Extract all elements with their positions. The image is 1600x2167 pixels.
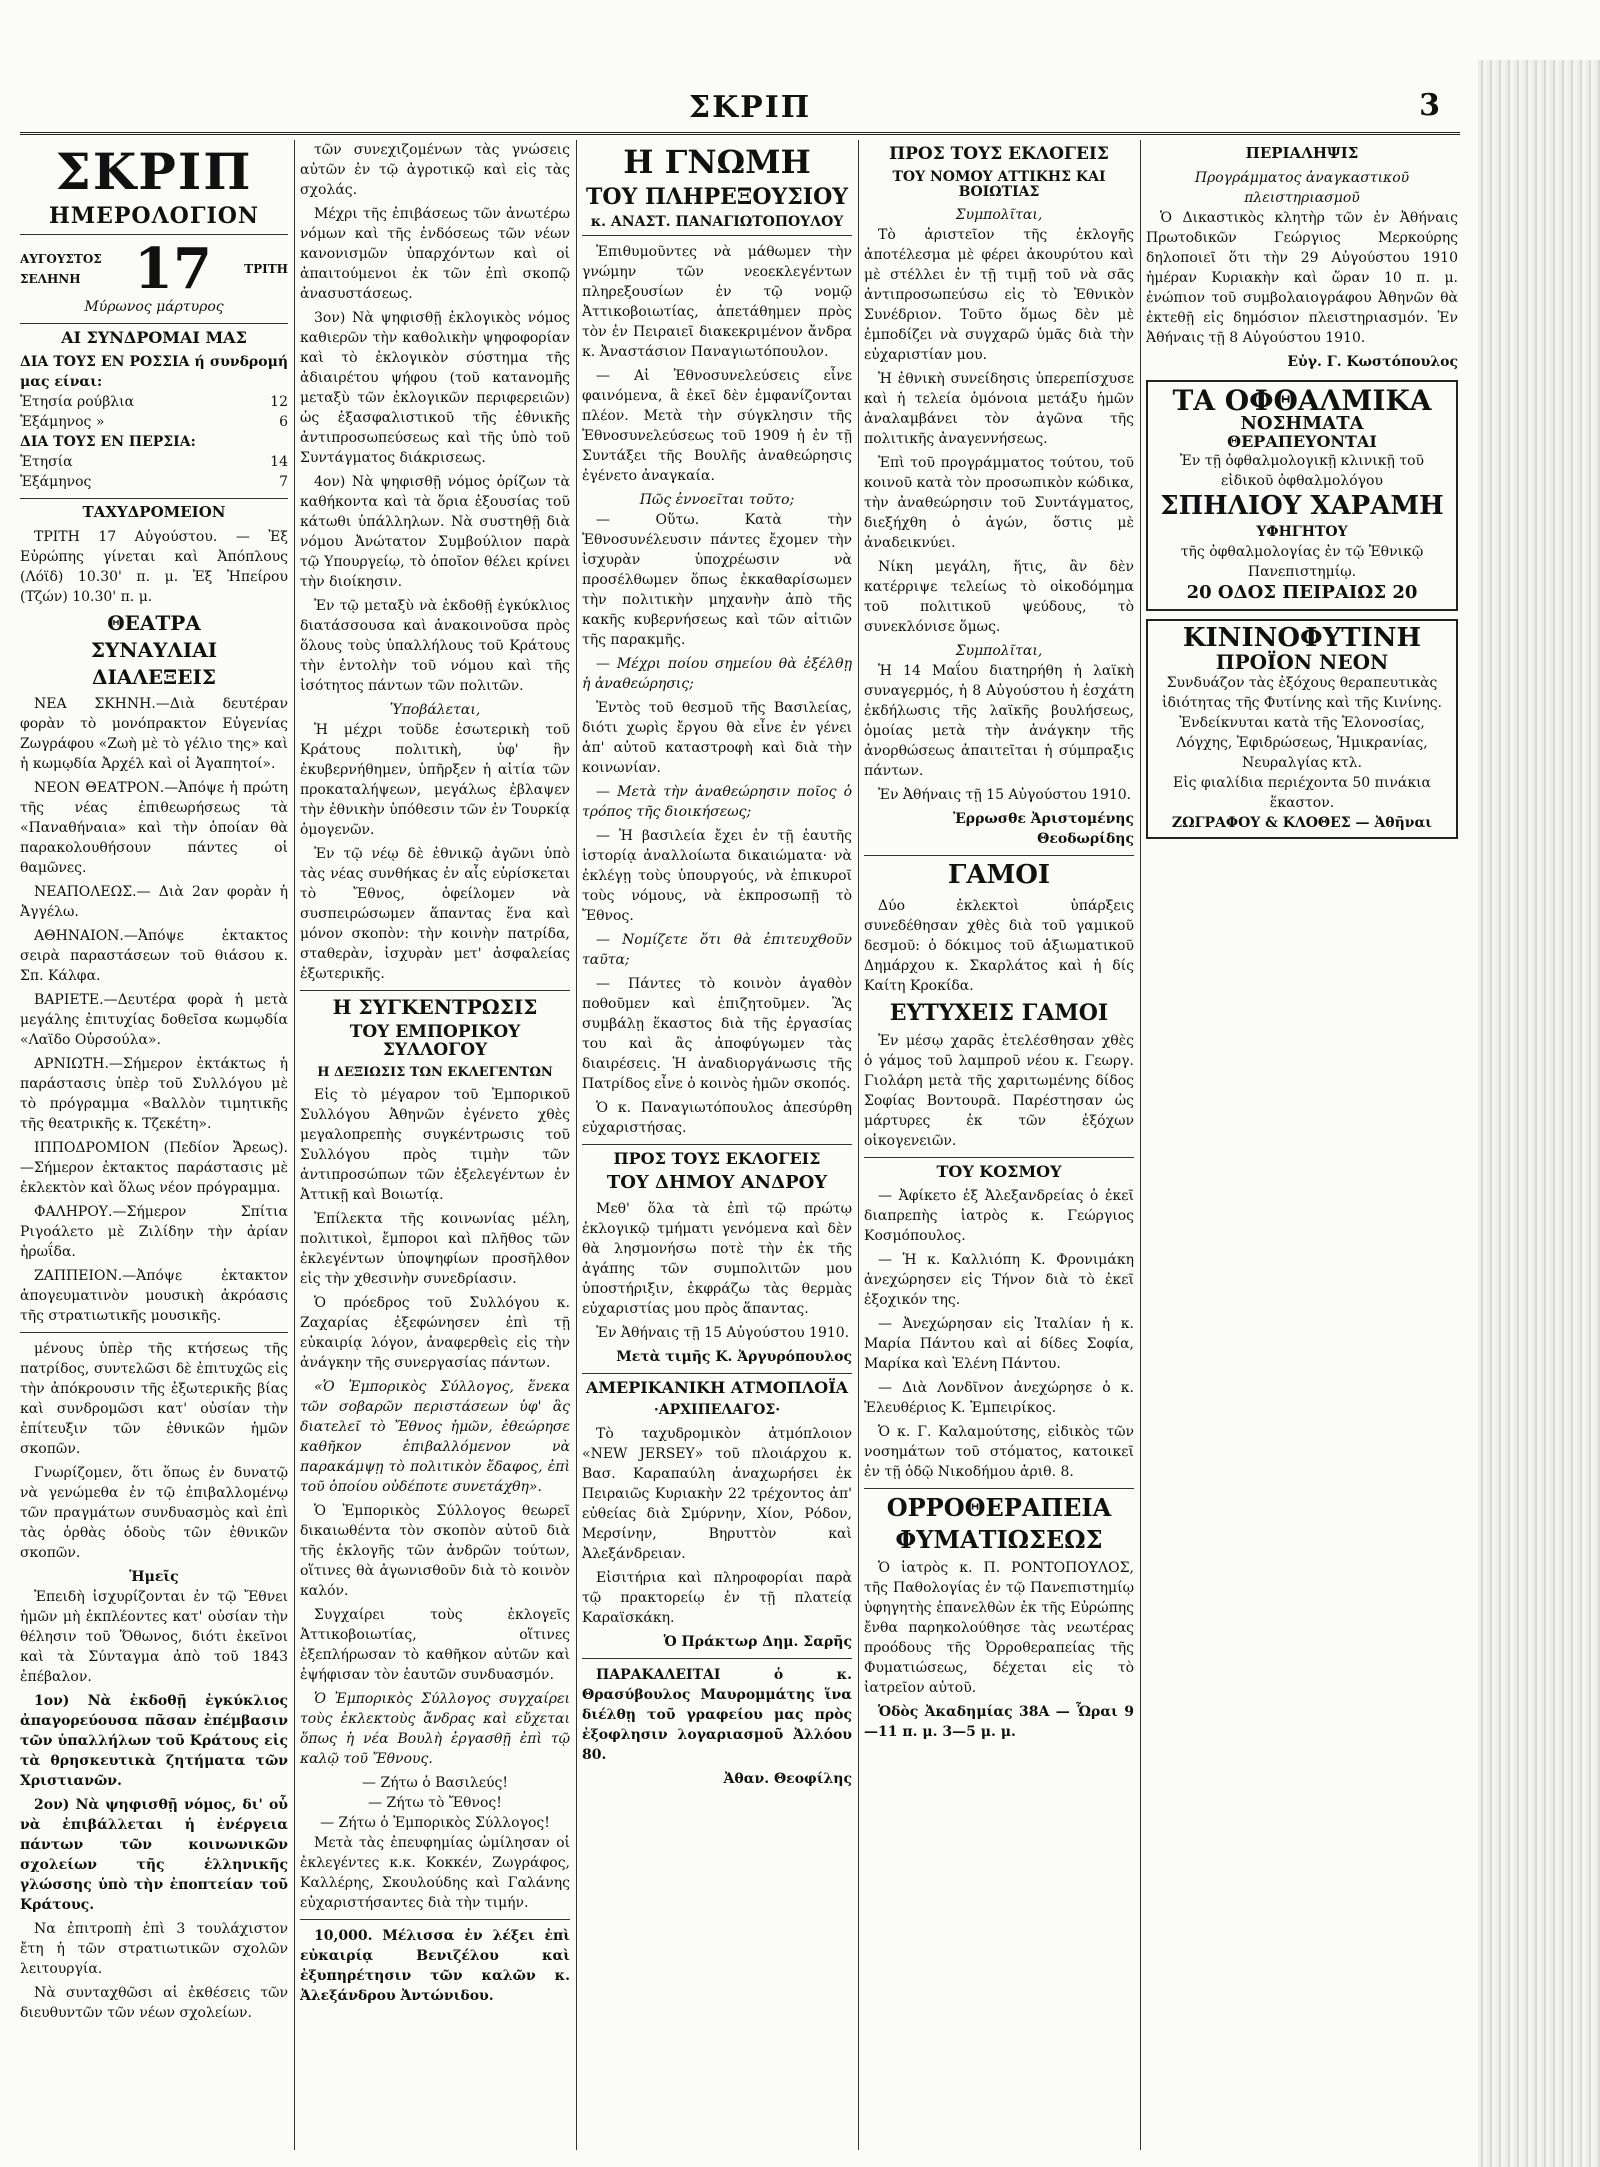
ad-paragraph: Τὸ ταχυδρομικὸν ἀτμόπλοιον «NEW JERSEY» τοῦ πλοιάρχου κ. Βασ. Καραπαύλη ἀναχωρήσει ἐκ Πειραιῶς Κυριακὴν 22 τρέχοντος ἀπ' εὐθείας διὰ Σμύρνην, Χίον, Ρόδον, Μερσίνην, Βηρυττὸν καὶ Ἀλεξάνδρειαν. — [582, 1425, 852, 1562]
article-paragraph: — Μέχρι ποίου σημείου θὰ ἐξέλθῃ ἡ ἀναθεώρησις; — [582, 656, 852, 693]
ad-subheadline: ·ΑΡΧΙΠΕΛΑΓΟΣ· — [653, 1401, 781, 1418]
subscription-row — [20, 452, 288, 472]
subscriptions-persia: ΔΙΑ ΤΟΥΣ ΕΝ ΠΕΡΣΙΑ: — [20, 434, 196, 451]
article-paragraph: Ἐν τῷ νέῳ δὲ ἐθνικῷ ἀγῶνι ὑπὸ τὰς νέας συνθήκας ἐν αἷς εὑρίσκεται τὸ Ἔθνος, ὀφείλομεν νὰ συσπειρώσωμεν ἅπαντας ἕνα καὶ μόνον σκοπὸν: τὴν κοινὴν πατρίδα, σταθερὰν, ἰσχυρὰν μετ' ἀσφαλείας ἐξωτερικῆς. — [300, 846, 570, 982]
theatre-listing: ΙΠΠΟΔΡΟΜΙΟΝ (Πεδίον Ἄρεως). —Σήμερον ἐκτακτος παράστασις μὲ ἐκλεκτὸν καὶ ὅλως νέον πρόγραμμα. — [20, 1140, 288, 1197]
article-paragraph: — Οὕτω. Κατὰ τὴν Ἐθνοσυνέλευσιν πάντες ἔχομεν τὴν ἰσχυρὰν ὑποχρέωσιν νὰ προσέλθωμεν ὅπως ἐκκαθαρίσωμεν τὴν πολιτικὴν μηχανὴν ἀπὸ τῆς κακῆς κυβερνήσεως καὶ τῶν αἰτιῶν τῆς παρακμῆς. — [582, 512, 852, 649]
article-headline: ΤΟΥ ΕΜΠΟΡΙΚΟΥ ΣΥΛΛΟΓΟΥ — [349, 1022, 521, 1060]
page-header — [20, 88, 1480, 132]
signature: Εὐγ. Γ. Κωστόπουλος — [1287, 353, 1458, 370]
lectures-title: ΔΙΑΛΕΞΕΙΣ — [92, 665, 216, 690]
article-headline: ΕΥΤΥΧΕΙΣ ΓΑΜΟΙ — [889, 999, 1109, 1026]
subscription-row — [20, 392, 288, 412]
article-paragraph: Ὁ κ. Παναγιωτόπουλος ἀπεσύρθη εὐχαριστήσας. — [582, 1100, 852, 1137]
cheer-line: — Ζήτω ὁ Ἐμπορικὸς Σύλλογος! — [320, 1815, 550, 1832]
article-paragraph: 1ον) Νὰ ἐκδοθῇ ἐγκύκλιος ἀπαγορεύουσα πᾶσαν ἐπέμβασιν τῶν ὑπαλλήλων τοῦ Κράτους εἰς τὰ θρησκευτικὰ ζητήματα τῶν Χριστιανῶν. — [20, 1693, 288, 1790]
ad-address: ΖΩΓΡΑΦΟΥ & ΚΛΟΘΕΣ — Ἀθῆναι — [1171, 815, 1433, 832]
subscription-label: Ἐξάμηνος » — [20, 414, 105, 431]
section-title: ΗΜΕΡΟΛΟΓΙΟΝ — [48, 202, 260, 229]
article-paragraph: Μέχρι τῆς ἐπιβάσεως τῶν ἀνωτέρω νόμων καὶ τῆς ἐνδόσεως τῶν νέων κανονισμῶν ὑπαρχόντων καὶ οἱ ἀπαιτούμενοι ἐκ τῶν ἐπὶ σκοπῷ ἀνασυστάσεως. — [300, 206, 570, 302]
article-paragraph: Εἰς τὸ μέγαρον τοῦ Ἐμπορικοῦ Συλλόγου Ἀθηνῶν ἐγένετο χθὲς μεγαλοπρεπὴς συγκέντρωσις τοῦ Συλλόγου πρὸς τιμὴν τῶν ἀντιπροσώπων τῶν ἐξελεγέντων ἐν Ἀττικῇ καὶ Βοιωτίᾳ. — [300, 1087, 570, 1204]
article-paragraph: Ἡ μέχρι τοῦδε ἐσωτερικὴ τοῦ Κράτους πολιτικὴ, ὑφ' ἣν ἐκυβερνήθημεν, ὑπῆρξεν ἡ αἰτία τῶν προκαταλήψεων, μεγάλως ἐβλαψεν τὴν ἐθνικὴν ὑπόθεσιν τῶν ἐν Τουρκίᾳ ὁμογενῶν. — [300, 722, 570, 838]
article-subheadline: Η ΔΕΞΙΩΣΙΣ ΤΩΝ ΕΚΛΕΓΕΝΤΩΝ — [317, 1064, 553, 1080]
subscription-row — [20, 412, 288, 432]
signature: Μετὰ τιμῆς Κ. Ἀργυρόπουλος — [616, 1349, 852, 1366]
ad-text: ΥΦΗΓΗΤΟΥ — [1256, 524, 1348, 541]
article-paragraph: Ἐπειδὴ ἰσχυρίζονται ἐν τῷ Ἔθνει ἡμῶν μὴ ἐκπλέοντες κατ' οὐσίαν τὴν θέλησιν τοῦ Ὅθωνος, διότι ἐκεῖνοι καὶ τὰ Σύνταγμα ἀπὸ τοῦ 1843 ἐπέβαλον. — [20, 1589, 288, 1686]
divider — [300, 1919, 570, 1920]
signature: Ἀθαν. Θεοφίλης — [723, 1770, 852, 1787]
column-4 — [864, 140, 1134, 2150]
article-headline: ΠΡΟΣ ΤΟΥΣ ΕΚΛΟΓΕΙΣ — [613, 1149, 821, 1169]
month-label: ΑΥΓΟΥΣΤΟΣ — [20, 251, 102, 266]
article-paragraph: Ἐπιθυμοῦντες νὰ μάθωμεν τὴν γνώμην τῶν νεοεκλεγέντων πληρεξουσίων ἐν τῷ νομῷ Ἀττικοβοιωτίας, ἀπετάθημεν πρὸς τὸν ἐν Πειραιεῖ διακεκριμένον ἄνδρα κ. Ἀναστάσιον Παναγιωτόπουλον. — [582, 244, 852, 361]
post-text: ΤΡΙΤΗ 17 Αὐγούστου. — Ἐξ Εὐρώπης γίνεται καὶ Ἀπόπλους (Λόϊδ) 10.30' π. μ. Ἐξ Ἠπείρου (Τζών) 10.30' π. μ. — [20, 529, 288, 606]
signature: Ὁ Πράκτωρ Δημ. Σαρῆς — [663, 1633, 852, 1650]
moon-label: ΣΕΛΗΝΗ — [20, 271, 81, 286]
ad-headline: ΤΑ ΟΦΘΑΛΜΙΚΑ — [1172, 383, 1432, 417]
divider — [864, 1157, 1134, 1158]
running-title: ΣΚΡΙΠ — [688, 90, 812, 125]
article-paragraph: Ἐν μέσῳ χαρᾶς ἐτελέσθησαν χθὲς ὁ γάμος τοῦ λαμπροῦ νέου κ. Γεωργ. Γιολάρη μετὰ τῆς χαριτωμένης δίδος Σοφίας Βοντουρᾶ. Παρέστησαν ὡς μάρτυρες ἐκ τῶν ἐξόχων οἰκογενειῶν. — [864, 1032, 1134, 1149]
article-subhead: Ὑποβάλεται, — [389, 702, 481, 718]
article-headline: ΤΟΥ ΔΗΜΟΥ ΑΝΔΡΟΥ — [606, 1172, 828, 1194]
article-byline: κ. ΑΝΑΣΤ. ΠΑΝΑΓΙΩΤΟΠΟΥΛΟΥ — [590, 213, 844, 230]
weekday-label: ΤΡΙΤΗ — [244, 261, 288, 276]
subscriptions-russia: ΔΙΑ ΤΟΥΣ ΕΝ ΡΟΣΣΙΑ ή συνδρομή μας είναι: — [20, 354, 288, 391]
ad-headline: ΝΟΣΗΜΑΤΑ — [1240, 413, 1364, 435]
ad-headline: ΟΡΡΟΘΕΡΑΠΕΙΑ — [886, 1493, 1112, 1523]
subscription-value: 12 — [270, 394, 288, 411]
column-5 — [1146, 140, 1458, 2150]
article-headline: ΤΟΥ ΚΟΣΜΟΥ — [936, 1161, 1062, 1181]
article-paragraph: Ἐντὸς τοῦ θεσμοῦ τῆς Βασιλείας, διότι χωρὶς ἔργου θὰ εἶνε ἐν γένει ἀπ' αὐτοῦ καταστροφὴ καὶ διὰ τὴν κοινωνίαν. — [582, 700, 852, 777]
ad-address: 20 ΟΔΟΣ ΠΕΙΡΑΙΩΣ 20 — [1186, 582, 1418, 604]
article-paragraph: Μεθ' ὅλα τὰ ἐπὶ τῷ πρώτῳ ἐκλογικῷ τμήματι γενόμενα καὶ δὲν θὰ λησμονήσω ποτὲ τὴν ἐκ τῆς ἀγάπης τῶν συμπολιτῶν μου ὑποστήριξιν, ἐκφράζω τὰς θερμὰς εὐχαριστίας μου πρὸς ἅπαντας. — [582, 1201, 852, 1318]
article-date: Ἐν Ἀθήναις τῇ 15 Αὐγούστου 1910. — [596, 1325, 850, 1342]
concerts-title: ΣΥΝΑΥΛΙΑΙ — [90, 638, 218, 663]
column-2 — [300, 140, 570, 2150]
post-title: ΤΑΧΥΔΡΟΜΕΙΟΝ — [82, 503, 226, 522]
subscriptions-title: ΑΙ ΣΥΝΔΡΟΜΑΙ ΜΑΣ — [61, 327, 247, 347]
header-rule — [20, 132, 1460, 135]
ad-text: Ἐν τῇ ὀφθαλμολογικῇ κλινικῇ τοῦ εἰδικοῦ ὀφθαλμολόγου — [1179, 452, 1425, 489]
article-paragraph: Ἡ ἐθνικὴ συνείδησις ὑπερεπίσχυσε καὶ ἡ τελεία ὁμόνοια μετάξυ ἡμῶν ἀναλαμβάνει τὸν ἀγῶνα τῆς πολιτικῆς ἀναγεννήσεως. — [864, 371, 1134, 448]
subscription-label: Ἐτησία — [20, 454, 73, 471]
article-headline: ΠΡΟΣ ΤΟΥΣ ΕΚΛΟΓΕΙΣ — [889, 144, 1109, 164]
theatres-title: ΘΕΑΤΡΑ — [107, 611, 201, 636]
doctor-name: ΣΠΗΛΙΟΥ ΧΑΡΑΜΗ — [1160, 490, 1444, 521]
article-headline: ΤΟΥ ΝΟΜΟΥ ΑΤΤΙΚΗΣ ΚΑΙ ΒΟΙΩΤΙΑΣ — [892, 168, 1106, 200]
article-paragraph: Ὁ Ἐμπορικὸς Σύλλογος θεωρεῖ δικαιωθέντα τὸν σκοπὸν αὐτοῦ διὰ τῆς ἐκλογῆς τῶν ἀνδρῶν τούτων, οἵτινες θὰ ἀγωνισθοῦν διὰ τὸ κοινὸν καλόν. — [300, 1503, 570, 1600]
subscription-row — [20, 472, 288, 492]
article-date: Ἐν Ἀθήναις τῇ 15 Αὐγούστου 1910. — [878, 787, 1132, 804]
column-rule — [1140, 140, 1141, 2150]
article-headline: ΓΑΜΟΙ — [947, 860, 1051, 891]
article-paragraph: — Νομίζετε ὅτι θὰ ἐπιτευχθοῦν ταῦτα; — [582, 932, 852, 969]
article-paragraph: Γνωρίζομεν, ὅτι ὅπως ἐν δυνατῷ νὰ γενώμεθα ἐν τῷ ἐπιβαλλομένῳ τῶν πραγμάτων συνδυασμὸς καὶ ἐπὶ τὰς ὀρθὰς ὁδοὺς τῶν ἐθνικῶν σκοπῶν. — [20, 1465, 288, 1562]
article-headline: ΤΟΥ ΠΛΗΡΕΞΟΥΣΙΟΥ — [586, 183, 848, 210]
theatre-listing: ΑΘΗΝΑΙΟΝ.—Ἀπόψε ἐκτακτος σειρὰ παραστάσεων τοῦ θιάσου κ. Σπ. Κάλφα. — [20, 928, 288, 985]
article-paragraph: Νὰ συνταχθῶσι αἱ ἐκθέσεις τῶν διευθυντῶν τῶν νέων σχολείων. — [20, 1985, 288, 2022]
article-paragraph: Ἡ 14 Μαΐου διατηρήθη ἡ λαϊκὴ συναγερμός, ἡ 8 Αὐγούστου ἡ ἐσχάτη ἐκδήλωσις τῆς λαϊκῆς βουλήσεως, ὁμοίας μετὰ τὴν ἀνάγκην τῆς ἀνορθώσεως ἀπαιτεῖται ἡ σύμπραξις πάντων. — [864, 663, 1134, 780]
column-3 — [582, 140, 852, 2150]
column-1 — [20, 140, 288, 2150]
saint-of-day: Μύρωνος μάρτυρος — [84, 298, 224, 315]
cheer-line: — Ζήτω ὁ Βασιλεύς! — [362, 1775, 508, 1792]
ad-text: τῆς ὀφθαλμολογίας ἐν τῷ Ἐθνικῷ Πανεπιστημίῳ. — [1180, 544, 1424, 581]
article-headline: Η ΣΥΓΚΕΝΤΡΩΣΙΣ — [332, 995, 538, 1019]
theatre-listing: ΒΑΡΙΕΤΕ.—Δευτέρα φορὰ ἡ μετὰ μεγάλης ἐπιτυχίας δοθεῖσα κωμῳδία «Λαϊδο Οὐρσούλα». — [20, 992, 288, 1049]
page-edge — [1478, 60, 1600, 2167]
ad-text: Συνδυάζον τὰς ἐξόχους θεραπευτικὰς ἰδιότητας τῆς Φυτίνης καὶ τῆς Κινίνης. — [1162, 675, 1442, 712]
theatre-listing: ΖΑΠΠΕΙΟΝ.—Ἀπόψε ἐκτακτον ἀπογευματινὸν μουσικὴ ἀκρόασις τῆς στρατιωτικῆς μουσικῆς. — [20, 1268, 288, 1325]
article-paragraph: Ἐν τῷ μεταξὺ νὰ ἐκδοθῇ ἐγκύκλιος διατάσσουσα καὶ ἀνακοινοῦσα πρὸς ὅλους τοὺς ὑπαλλήλους τοῦ Κράτους τὴν ἐντολὴν τοῦ νόμου καὶ τῆς ἰσότητος πάντων τῶν πολιτῶν. — [300, 598, 570, 694]
article-paragraph: — Αἱ Ἐθνοσυνελεύσεις εἶνε φαινόμενα, ἃ ἐκεῖ δὲν ἐμφανίζονται πλέον. Μετὰ τὴν σύγκλησιν τῆς Ἐθνοσυνελεύσεως τοῦ 1909 ἡ ἐν τῇ Συντάξει τῆς Βουλῆς ἀναθεώρησις ἐγένετο ἀναγκαία. — [582, 368, 852, 485]
theatre-listing: ΝΕΟΝ ΘΕΑΤΡΟΝ.—Ἀπόψε ἡ πρώτη τῆς νέας ἐπιθεωρήσεως τὰ «Παναθήναια» καὶ τὴν ὁποίαν θὰ παρακολουθήσουν πάντες οἱ θαμῶνες. — [20, 780, 288, 877]
social-item: Ὁ κ. Γ. Καλαμούτσης, εἰδικὸς τῶν νοσημάτων τοῦ στόματος, κατοικεῖ ἐν τῇ ὁδῷ Νικοδήμου ἀριθ. 8. — [864, 1424, 1134, 1481]
article-paragraph: Δύο ἐκλεκτοὶ ὑπάρξεις συνεδέθησαν χθὲς διὰ τοῦ γαμικοῦ δεσμοῦ: ὁ δόκιμος τοῦ ἀξιωματικοῦ Δημάρχου κ. Σκαρλάτος καὶ ἡ δίς Καίτη Κροκίδα. — [864, 897, 1134, 994]
article-paragraph: Να ἐπιτροπὴ ἐπὶ 3 τουλάχιστον ἔτη ἡ τῶν στρατιωτικῶν σχολῶν λειτουργία. — [20, 1921, 288, 1978]
article-paragraph: Ὁ Ἐμπορικὸς Σύλλογος συγχαίρει τοὺς ἐκλεκτοὺς ἄνδρας καὶ εὔχεται ὅπως ἡ νέα Βουλὴ ἐργασθῇ ἐπὶ τῷ καλῷ τοῦ Ἔθνους. — [300, 1691, 570, 1768]
article-paragraph: Τὸ ἀριστεῖον τῆς ἐκλογῆς ἀποτέλεσμα μὲ φέρει ἀκουρύτου καὶ μὲ στέλλει ἐν τῇ τιμῇ τοῦ νὰ σᾶς ἀντιπροσωπεύσω εἰς τὸ Ἐθνικὸν Συνέδριον. Τοῦτο ὅμως δὲν μὲ ἐμποδίζει νὰ συγχαρῶ ὑμᾶς διὰ τὴν εὐχαριστίαν μου. — [864, 227, 1134, 364]
social-item: — Ἡ κ. Καλλιόπη Κ. Φρονιμάκη ἀνεχώρησεν εἰς Τήνον διὰ τὸ ἐκεῖ ἐξοχικόν της. — [864, 1252, 1134, 1309]
article-subhead: Συμπολῖται, — [955, 643, 1043, 660]
article-paragraph: Ἐπὶ τοῦ προγράμματος τούτου, τοῦ κοινοῦ κατὰ τὸν προσωπικὸν κώδικα, τὴν ἀναθεώρησιν τοῦ Συντάγματος, διεξήχθη ὁ ἀγών, ὅστις μὲ ἀναδεικνύει. — [864, 455, 1134, 552]
divider — [20, 234, 288, 235]
article-subhead: Συμπολῖται, — [955, 207, 1043, 224]
article-paragraph: μένους ὑπὲρ τῆς κτήσεως τῆς πατρίδος, συντελῶσι δὲ ἐπιτυχῶς εἰς τὴν ἀπόκρουσιν τῆς ἐξωτερικῆς βίας καὶ συνδρομῶσι κατ' οὐσίαν τὴν ἐπίτευξιν τῶν ἐθνικῶν ἡμῶν σκοπῶν. — [20, 1341, 288, 1458]
ad-headline: ΠΡΟΪΟΝ ΝΕΟΝ — [1215, 650, 1389, 675]
notice-text: Ὁ Δικαστικὸς κλητὴρ τῶν ἐν Ἀθήναις Πρωτοδικῶν Γεώργιος Μερκούρης δηλοποιεῖ ὅτι τὴν 29 Αὐγούστου 1910 ἡμέραν Κυριακὴν καὶ ὥραν 10 π. μ. ἐνώπιον τοῦ συμβολαιογράφου Ἀθηνῶν θὰ ἐκτεθῇ εἰς δημόσιον πλειστηριασμόν. Ἐν Ἀθήναις τῇ 8 Αὐγούστου 1910. — [1146, 209, 1458, 346]
column-rule — [294, 140, 295, 2150]
subscription-label: Ἐξάμηνος — [20, 474, 92, 491]
divider — [20, 498, 288, 499]
ad-text: Ἐνδείκνυται κατὰ τῆς Ἑλονοσίας, Λόγχης, Ἐφιδρώσεως, Ἡμικρανίας, Νευραλγίας κτλ. — [1176, 715, 1428, 772]
subscription-value: 14 — [270, 454, 288, 471]
ad-headline: ΑΜΕΡΙΚΑΝΙΚΗ ΑΤΜΟΠΛΟΪΑ — [585, 1378, 849, 1398]
theatre-listing: ΝΕΑ ΣΚΗΝΗ.—Διὰ δευτέραν φορὰν τὸ μονόπρακτον Εὐγενίας Ζωγράφου «Ζωὴ μὲ τὸ γέλιο της» καὶ ἡ κωμῳδία Ἀρχέλ καὶ οἱ Ἀγαπητοί». — [20, 696, 288, 773]
article-subhead: Πῶς ἐννοεῖται τοῦτο; — [639, 492, 795, 509]
subscription-label: Ἐτησία ρούβλια — [20, 394, 135, 411]
divider — [582, 1144, 852, 1145]
kininofytini-ad — [1146, 619, 1458, 839]
subscription-value: 6 — [279, 414, 288, 431]
article-headline: Η ΓΝΩΜΗ — [623, 143, 811, 181]
theatre-listing: ΑΡΝΙΩΤΗ.—Σήμερον ἐκτάκτως ἡ παράστασις ὑπὲρ τοῦ Συλλόγου μὲ τὸ πρόγραμμα «Βαλλὸν τιμητικῆς τῆς θεατρικῆς κ. Τζεκέτη». — [20, 1056, 288, 1133]
day-number: 17 — [134, 235, 212, 302]
article-paragraph: 3ον) Νὰ ψηφισθῇ ἐκλογικὸς νόμος καθιερῶν τὴν καθολικὴν ψηφοφορίαν καὶ τὸ ἐκλογικὸν σύστημα τῆς ἀδιαιρέτου ψήφου (τοῦ κατανομῆς μεταξὺ τῶν ἐκλογικῶν περιφερειῶν) ὡς ἐξασφαλιστικοῦ τῆς ἐθνικῆς ἀντιπροσωπεύσεως καὶ τῆς ὑπὸ τοῦ Συντάγματος διάκρισεως. — [300, 310, 570, 466]
article-paragraph: Νίκη μεγάλη, ἥτις, ἂν δὲν κατέρριψε τελείως τὸ οἰκοδόμημα τοῦ πολιτικοῦ ψεύδους, τὸ συνεκλόνισε ὅμως. — [864, 559, 1134, 636]
ad-headline: ΚΙΝΙΝΟΦΥΤΙΝΗ — [1182, 623, 1422, 654]
divider — [864, 1488, 1134, 1489]
social-item: — Διὰ Λονδῖνον ἀνεχώρησε ὁ κ. Ἐλευθέριος Κ. Ἐμπειρίκος. — [864, 1380, 1134, 1417]
article-paragraph: Ἐπίλεκτα τῆς κοινωνίας μέλη, πολιτικοὶ, ἔμποροι καὶ πλῆθος τῶν ἐκλεγέντων ὑποψηφίων προσῆλθον εἰς τὴν χθεσινὴν συνεδρίασιν. — [300, 1211, 570, 1288]
article-subhead: Ἡμεῖς — [129, 1569, 179, 1586]
masthead: ΣΚΡΙΠ — [55, 142, 253, 201]
page-number: 3 — [1419, 88, 1440, 123]
divider — [582, 1373, 852, 1374]
ad-address: Ὁδὸς Ἀκαδημίας 38Α — Ὧραι 9—11 π. μ. 3—5 μ. μ. — [864, 1703, 1134, 1740]
divider — [300, 990, 570, 991]
ad-paragraph: Ὁ ἰατρὸς κ. Π. ΡΟΝΤΟΠΟΥΛΟΣ, τῆς Παθολογίας ἐν τῷ Πανεπιστημίῳ ὑφηγητὴς ἐπανελθὼν ἐκ τῆς Εὐρώπης ἔνθα παρηκολούθησε τὰς νεωτέρας προόδους τῆς Ὀρροθεραπείας τῆς Φυματιώσεως, δέχεται εἰς τὸ ἰατρεῖον αὐτοῦ. — [864, 1559, 1134, 1696]
eye-clinic-ad — [1146, 380, 1458, 611]
notice-title: ΠΕΡΙΑΛΗΨΙΣ — [1245, 144, 1359, 162]
ad-text: Εἰς φιαλίδια περιέχοντα 50 πινάκια ἕκαστον. — [1172, 775, 1432, 812]
article-paragraph: — Πάντες τὸ κοινὸν ἀγαθὸν ποθοῦμεν καὶ ἐπιζητοῦμεν. Ἂς συμβάλῃ ἕκαστος διὰ τῆς ἐργασίας του καὶ ἂς ἀποφύγωμεν τὰς διαιρέσεις. Ἡ ἀναδιοργάνωσις τῆς Πατρίδος εἶνε ὁ κοινὸς ἡμῶν σκοπός. — [582, 976, 852, 1093]
social-item: — Ἀφίκετο ἐξ Ἀλεξανδρείας ὁ ἐκεῖ διαπρεπὴς ἰατρὸς κ. Γεώργιος Κοσμόπουλος. — [864, 1188, 1134, 1245]
ad-paragraph: Εἰσιτήρια καὶ πληροφορίαι παρὰ τῷ πρακτορείῳ ἐν τῇ πλατείᾳ Καραϊσκάκη. — [582, 1569, 852, 1626]
divider — [20, 323, 288, 324]
article-paragraph: 4ον) Νὰ ψηφισθῇ νόμος ὁρίζων τὰ καθήκοντα καὶ τὰ ὅρια ἐξουσίας τοῦ κάτωθι ὑπάλληλων. Νὰ συστηθῇ διὰ νόμου Ἀνώτατον Συμβούλιον παρὰ τῷ Υπουργείῳ, τὸ ὁποῖον θέλει κρίνει τὴν διοίκησιν. — [300, 474, 570, 590]
article-paragraph: Μετὰ τὰς ἐπευφημίας ὡμίλησαν οἱ ἐκλεγέντες κ.κ. Κοκκέν, Ζωγράφος, Καλλέρης, Σκουλούδης καὶ Γαλάνης εὐχαριστήσαντες διὰ τὴν τιμήν. — [300, 1835, 570, 1912]
notice-subtitle: Προγράμματος ἀναγκαστικοῦ πλειστηριασμοῦ — [1194, 169, 1410, 206]
article-paragraph: — Μετὰ τὴν ἀναθεώρησιν ποῖος ὁ τρόπος τῆς διοικήσεως; — [582, 784, 852, 821]
signature: Ἐρρωσθε Ἀριστομένης Θεοδωρίδης — [952, 811, 1134, 848]
social-item: — Ἀνεχώρησαν εἰς Ἰταλίαν ἡ κ. Μαρία Πάντου καὶ αἱ δίδες Σοφία, Μαρίκα καὶ Ἑλένη Πάντου. — [864, 1316, 1134, 1373]
ad-headline: ΘΕΡΑΠΕΥΟΝΤΑΙ — [1227, 432, 1377, 452]
article-paragraph: Ὁ πρόεδρος τοῦ Συλλόγου κ. Ζαχαρίας ἐξεφώνησεν ἐπὶ τῇ εὐκαιρίᾳ λόγον, ἀναφερθεὶς εἰς τὴν ἀνάγκην τῆς συνεργασίας πάντων. — [300, 1295, 570, 1372]
cheer-line: — Ζήτω τὸ Ἔθνος! — [368, 1795, 502, 1812]
theatre-listing: ΝΕΑΠΟΛΕΩΣ.— Διὰ 2αν φορὰν ἡ Ἀγγέλω. — [20, 884, 288, 921]
article-paragraph: 2ον) Νὰ ψηφισθῇ νόμος, δι' οὗ νὰ ἐπιβάλλεται ἡ ἐνέργεια πάντων τῶν κοινωνικῶν σχολείων τῆς ἑλληνικῆς γλώσσης ὑπὸ τὴν ἐποπτείαν τοῦ Κράτους. — [20, 1797, 288, 1914]
notice: ΠΑΡΑΚΑΛΕΙΤΑΙ ὁ κ. Θρασύβουλος Μαυρομμάτης ἵνα διέλθῃ τοῦ γραφείου μας πρὸς ἐξοφλησιν λογαριασμοῦ Ἀλλόου 80. — [582, 1666, 852, 1763]
article-paragraph: Συγχαίρει τοὺς ἐκλογεῖς Ἀττικοβοιωτίας, οἵτινες ἐξεπλήρωσαν τὸ καθῆκον αὐτῶν καὶ ἐψήφισαν τὸν ἑαυτῶν συνδυασμόν. — [300, 1607, 570, 1684]
article-paragraph: — Ἡ βασιλεία ἔχει ἐν τῇ ἑαυτῆς ἱστορίᾳ ἀναλλοίωτα δικαιώματα· νὰ ἐκλέγῃ τοὺς ὑπουργούς, νὰ ἐπικυροῖ τοὺς νόμους, νὰ ἐκπροσωπῇ τὸ Ἔθνος. — [582, 828, 852, 925]
ad-headline: ΦΥΜΑΤΙΩΣΕΩΣ — [895, 1524, 1103, 1554]
column-rule — [858, 140, 859, 2150]
theatre-listing: ΦΑΛΗΡΟΥ.—Σήμερον Σπίτια Ριγοάλετο μὲ Ζιλίδην τὴν ἀρίαν ἡρωΐδα. — [20, 1204, 288, 1261]
divider — [582, 1658, 852, 1659]
date-box — [20, 235, 288, 302]
subscription-value: 7 — [279, 474, 288, 491]
divider — [582, 235, 852, 236]
column-rule — [576, 140, 577, 2150]
divider — [20, 1332, 288, 1333]
classified-ad: 10,000. Μέλισσα ἐν λέξει ἐπὶ εὐκαιρίᾳ Βενιζέλου καὶ ἐξυπηρέτησιν τῶν καλῶν κ. Ἀλεξάνδρου Ἀντώνιδου. — [300, 1928, 570, 2005]
article-paragraph: τῶν συνεχιζομένων τὰς γνώσεις αὐτῶν ἐν τῷ ἀγροτικῷ καὶ εἰς τὰς σχολάς. — [300, 142, 570, 198]
article-paragraph: «Ὁ Ἐμπορικὸς Σύλλογος, ἕνεκα τῶν σοβαρῶν περιστάσεων ὑφ' ἃς διατελεῖ τὸ Ἔθνος ἡμῶν, ἐθεώρησε καθῆκον ἐπιβαλλόμενον νὰ παρακάμψῃ τὸ πολιτικὸν ἔδαφος, ἐπὶ τοῦ ὁποίου οὐδέποτε συνετάχθη». — [300, 1379, 570, 1496]
divider — [864, 855, 1134, 856]
